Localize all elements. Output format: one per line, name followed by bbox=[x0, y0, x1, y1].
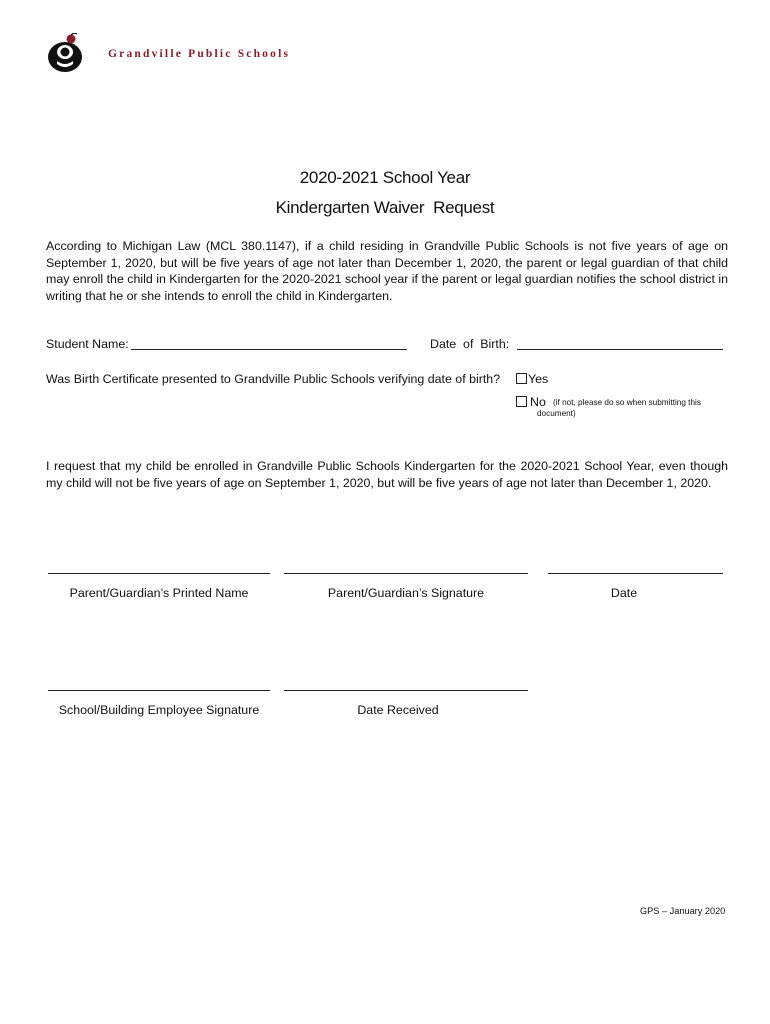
date-received-field[interactable] bbox=[284, 690, 528, 691]
employee-signature-field[interactable] bbox=[48, 690, 270, 691]
request-paragraph: I request that my child be enrolled in Grandville Public Schools Kindergarten for the 2020-2021 School Year, even though my child will not be five years of age on September 1, 2020, but will be five years of age not later than December 1, 2020. bbox=[46, 459, 728, 490]
parent-printed-name-caption: Parent/Guardian’s Printed Name bbox=[69, 586, 249, 600]
no-checkbox[interactable] bbox=[516, 396, 527, 407]
footer-revision: GPS – January 2020 bbox=[640, 906, 726, 916]
form-title: Kindergarten Waiver Request bbox=[275, 198, 495, 217]
date-received-caption: Date Received bbox=[357, 703, 439, 717]
organization-name: Grandville Public Schools bbox=[108, 48, 291, 60]
no-label: No bbox=[530, 395, 546, 409]
parent-printed-name-field[interactable] bbox=[48, 573, 270, 574]
date-of-birth-label: Date of Birth: bbox=[430, 337, 510, 351]
parent-date-field[interactable] bbox=[548, 573, 723, 574]
intro-paragraph: According to Michigan Law (MCL 380.1147), if a child residing in Grandville Public Schools is not five years of age on September 1, 2020, but will be five years of age not later than December 1, 2020, the parent or legal guardian of that child may enroll the child in Kindergarten for the 2020-2021 school year if the parent or legal guardian notifies the school district in writing that he or she intends to enroll the child in Kindergarten. bbox=[46, 239, 728, 303]
parent-signature-field[interactable] bbox=[284, 573, 528, 574]
yes-checkbox[interactable] bbox=[516, 373, 527, 384]
date-of-birth-field[interactable] bbox=[517, 349, 723, 350]
employee-signature-caption: School/Building Employee Signature bbox=[58, 703, 260, 717]
student-name-field[interactable] bbox=[131, 349, 407, 350]
school-year-title: 2020-2021 School Year bbox=[299, 168, 471, 187]
birth-certificate-question: Was Birth Certificate presented to Grandville Public Schools verifying date of birth? bbox=[46, 372, 501, 386]
yes-label: Yes bbox=[528, 372, 549, 386]
no-note-line2: document) bbox=[537, 409, 576, 418]
student-name-label: Student Name: bbox=[46, 337, 129, 351]
no-note-line1: (if not, please do so when submitting this bbox=[553, 398, 701, 407]
parent-signature-caption: Parent/Guardian’s Signature bbox=[327, 586, 485, 600]
date-caption: Date bbox=[610, 586, 638, 600]
grandville-apple-g-logo-icon bbox=[48, 33, 94, 73]
